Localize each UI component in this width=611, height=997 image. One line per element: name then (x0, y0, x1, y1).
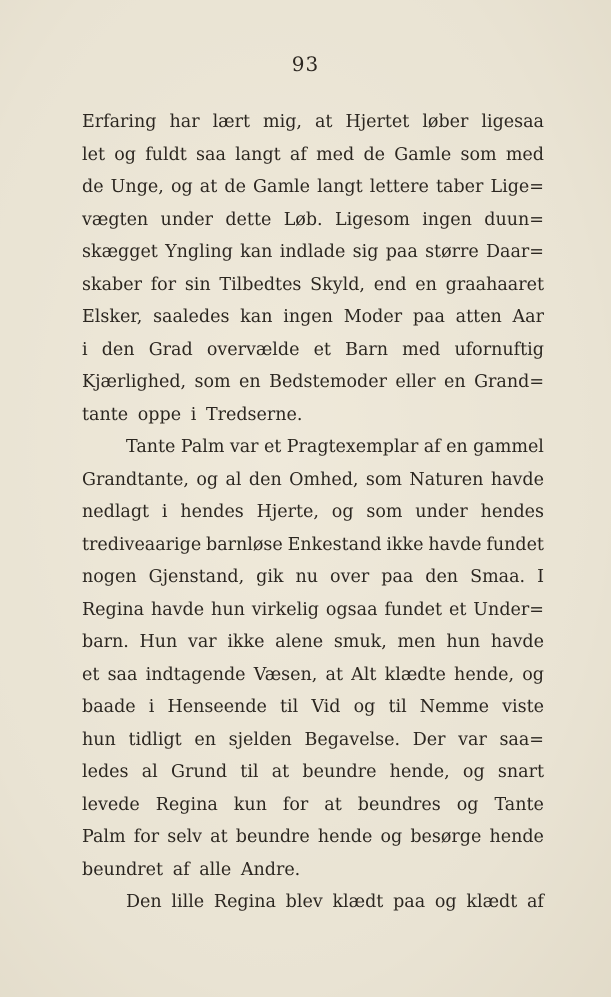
text-line: baade i Henseende til Vid og til Nemme viste (82, 697, 544, 717)
body-text (82, 106, 544, 919)
text-line: skaber for sin Tilbedtes Skyld, end en graahaaret (82, 274, 544, 295)
text-line: de Unge, og at de Gamle langt lettere taber Lige= (82, 177, 544, 197)
text-line: Tante Palm var et Pragtexemplar af en gammel (126, 437, 544, 457)
text-line: Grandtante, og al den Omhed, som Naturen havde (82, 469, 544, 490)
text-line: skægget Yngling kan indlade sig paa større Daar= (82, 242, 544, 262)
text-line: Den lille Regina blev klædt paa og klædt af (126, 892, 544, 912)
text-line: nedlagt i hendes Hjerte, og som under hendes (82, 502, 544, 522)
text-line: barn. Hun var ikke alene smuk, men hun havde (82, 632, 544, 652)
page-number: 93 (291, 52, 320, 76)
text-line: vægten under dette Løb. Ligesom ingen duun= (82, 209, 544, 230)
text-line: Regina havde hun virkelig ogsaa fundet et Under= (82, 599, 544, 620)
text-line: beundret af alle Andre. (82, 859, 301, 880)
text-line: hun tidligt en sjelden Begavelse. Der var saa= (82, 729, 544, 750)
text-line: et saa indtagende Væsen, at Alt klædte hende, og (82, 664, 544, 685)
text-line: Elsker, saaledes kan ingen Moder paa atten Aar (82, 307, 544, 327)
text-line: tredivеaarige barnløse Enkestand ikke havde fundet (82, 534, 544, 555)
text-line: nogen Gjenstand, gik nu over paa den Smaa. I (82, 567, 544, 587)
text-line: Kjærlighed, som en Bedstemoder eller en Grand= (82, 372, 544, 392)
text-line: i den Grad overvælde et Barn med ufornuftig (82, 339, 544, 360)
text-line: Erfaring har lært mig, at Hjertet løber ligesaa (82, 112, 544, 132)
text-line: ledes al Grund til at beundre hende, og snart (82, 762, 544, 782)
text-line: Palm for selv at beundre hende og besørge hende (82, 827, 544, 847)
text-line: levede Regina kun for at beundres og Tante (82, 794, 544, 815)
text-line: tante oppe i Tredserne. (82, 404, 303, 425)
text-line: let og fuldt saa langt af med de Gamle som med (82, 144, 544, 165)
